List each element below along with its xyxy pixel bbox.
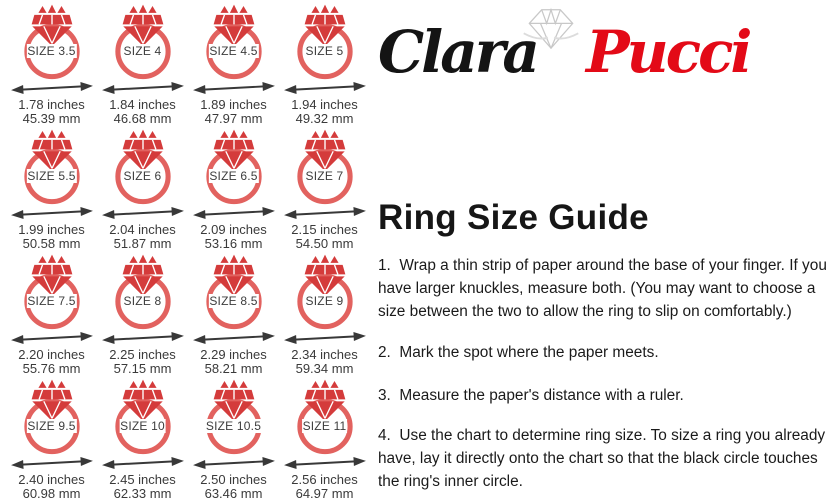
measurement-inches: 2.09 inches	[200, 222, 267, 237]
measurement-inches: 2.04 inches	[109, 222, 176, 237]
measurement-mm: 60.98 mm	[22, 485, 81, 501]
ring-measurements	[18, 473, 85, 500]
ring-measurements	[200, 473, 267, 500]
ring-size-cell	[188, 4, 279, 129]
measurement-inches: 2.25 inches	[109, 347, 176, 362]
ring-with-diamond-icon	[291, 379, 359, 455]
ring-size-label: SIZE 7.5	[27, 294, 76, 308]
ring-size-cell	[6, 379, 97, 501]
measurement-inches: 1.94 inches	[291, 97, 358, 112]
measurement-mm: 46.68 mm	[113, 110, 172, 126]
measurement-inches: 1.78 inches	[18, 97, 85, 112]
measurement-inches: 1.84 inches	[109, 97, 176, 112]
ring-size-label: SIZE 5	[305, 44, 344, 58]
ring-with-diamond-icon	[18, 254, 86, 330]
ring-size-cell	[188, 254, 279, 379]
ring-measurements	[291, 348, 358, 375]
measurement-mm: 55.76 mm	[22, 360, 81, 376]
ring-size-cell	[279, 4, 370, 129]
ring-with-diamond-icon	[200, 379, 268, 455]
ring-size-cell	[279, 254, 370, 379]
ring-size-cell	[188, 129, 279, 254]
measurement-mm: 54.50 mm	[295, 235, 354, 251]
ring-size-label: SIZE 11	[302, 419, 347, 433]
instruction-step-4: 4. Use the chart to determine ring size. To size a ring you already have, lay it directly onto the chart so that the black circle touches the ring's inner circle.	[378, 427, 830, 490]
ring-with-diamond-icon	[200, 4, 268, 80]
brand-name-pucci: Pucci	[586, 18, 750, 86]
measurement-mm: 47.97 mm	[204, 110, 263, 126]
ring-measurements	[109, 473, 176, 500]
diameter-arrow-icon	[102, 331, 184, 345]
ring-with-diamond-icon	[291, 254, 359, 330]
ring-measurements	[109, 223, 176, 250]
ring-size-label: SIZE 10	[120, 419, 165, 433]
page-title: Ring Size Guide	[378, 198, 649, 237]
ring-with-diamond-icon	[291, 129, 359, 205]
ring-size-label: SIZE 6	[123, 169, 162, 183]
diameter-arrow-icon	[11, 331, 93, 345]
ring-size-cell	[97, 4, 188, 129]
ring-size-label: SIZE 4	[123, 44, 162, 58]
measurement-inches: 2.29 inches	[200, 347, 267, 362]
measurement-mm: 49.32 mm	[295, 110, 354, 126]
instruction-step-3: 3. Measure the paper's distance with a ruler.	[378, 387, 684, 404]
brand-name-clara: Clara	[378, 18, 537, 86]
instruction-step-2: 2. Mark the spot where the paper meets.	[378, 344, 659, 361]
ring-measurements	[200, 98, 267, 125]
measurement-inches: 1.89 inches	[200, 97, 267, 112]
ring-with-diamond-icon	[291, 4, 359, 80]
diameter-arrow-icon	[193, 456, 275, 470]
diameter-arrow-icon	[284, 331, 366, 345]
measurement-inches: 2.20 inches	[18, 347, 85, 362]
diameter-arrow-icon	[102, 456, 184, 470]
ring-measurements	[291, 98, 358, 125]
ring-measurements	[291, 223, 358, 250]
ring-size-cell	[6, 254, 97, 379]
diameter-arrow-icon	[193, 81, 275, 95]
ring-size-cell	[279, 129, 370, 254]
ring-measurements	[291, 473, 358, 500]
ring-with-diamond-icon	[109, 254, 177, 330]
ring-size-label: SIZE 7	[305, 169, 344, 183]
ring-measurements	[109, 98, 176, 125]
diameter-arrow-icon	[11, 456, 93, 470]
ring-size-label: SIZE 4.5	[209, 44, 258, 58]
ring-with-diamond-icon	[200, 254, 268, 330]
ring-size-label: SIZE 8	[123, 294, 162, 308]
ring-size-cell	[97, 379, 188, 501]
diameter-arrow-icon	[11, 206, 93, 220]
ring-size-cell	[279, 379, 370, 501]
ring-size-label: SIZE 5.5	[27, 169, 76, 183]
ring-with-diamond-icon	[109, 379, 177, 455]
guide-panel	[378, 0, 836, 493]
measurement-inches: 2.34 inches	[291, 347, 358, 362]
ring-size-label: SIZE 3.5	[27, 44, 76, 58]
ring-size-cell	[97, 129, 188, 254]
diameter-arrow-icon	[102, 206, 184, 220]
diameter-arrow-icon	[11, 81, 93, 95]
ring-with-diamond-icon	[18, 129, 86, 205]
measurement-inches: 2.56 inches	[291, 472, 358, 487]
measurement-mm: 63.46 mm	[204, 485, 263, 501]
ring-size-label: SIZE 10.5	[205, 419, 262, 433]
measurement-inches: 1.99 inches	[18, 222, 85, 237]
measurement-inches: 2.45 inches	[109, 472, 176, 487]
ring-measurements	[18, 223, 85, 250]
ring-size-cell	[6, 129, 97, 254]
measurement-mm: 50.58 mm	[22, 235, 81, 251]
ring-size-label: SIZE 9.5	[27, 419, 76, 433]
measurement-mm: 51.87 mm	[113, 235, 172, 251]
ring-size-cell	[6, 4, 97, 129]
ring-measurements	[18, 98, 85, 125]
measurement-mm: 59.34 mm	[295, 360, 354, 376]
measurement-mm: 45.39 mm	[22, 110, 81, 126]
measurement-mm: 64.97 mm	[295, 485, 354, 501]
measurement-mm: 62.33 mm	[113, 485, 172, 501]
ring-measurements	[109, 348, 176, 375]
ring-size-label: SIZE 6.5	[209, 169, 258, 183]
ring-with-diamond-icon	[200, 129, 268, 205]
diameter-arrow-icon	[284, 456, 366, 470]
diameter-arrow-icon	[284, 206, 366, 220]
diameter-arrow-icon	[284, 81, 366, 95]
ring-size-chart	[6, 4, 370, 501]
ring-with-diamond-icon	[109, 129, 177, 205]
ring-size-label: SIZE 9	[305, 294, 344, 308]
diameter-arrow-icon	[193, 331, 275, 345]
measurement-inches: 2.50 inches	[200, 472, 267, 487]
measurement-inches: 2.15 inches	[291, 222, 358, 237]
measurement-mm: 58.21 mm	[204, 360, 263, 376]
ring-measurements	[200, 348, 267, 375]
diameter-arrow-icon	[193, 206, 275, 220]
ring-size-label: SIZE 8.5	[209, 294, 258, 308]
ring-measurements	[200, 223, 267, 250]
measurement-inches: 2.40 inches	[18, 472, 85, 487]
ring-size-cell	[188, 379, 279, 501]
diameter-arrow-icon	[102, 81, 184, 95]
ring-with-diamond-icon	[18, 379, 86, 455]
instruction-step-1: 1. Wrap a thin strip of paper around the base of your finger. If you have larger knuckles, measure both. (You may want to choose a size between the two to allow the ring to slip on comfortably.)	[378, 257, 832, 320]
measurement-mm: 53.16 mm	[204, 235, 263, 251]
ring-with-diamond-icon	[109, 4, 177, 80]
measurement-mm: 57.15 mm	[113, 360, 172, 376]
ring-size-cell	[97, 254, 188, 379]
ring-with-diamond-icon	[18, 4, 86, 80]
ring-measurements	[18, 348, 85, 375]
brand-logo	[378, 0, 836, 100]
